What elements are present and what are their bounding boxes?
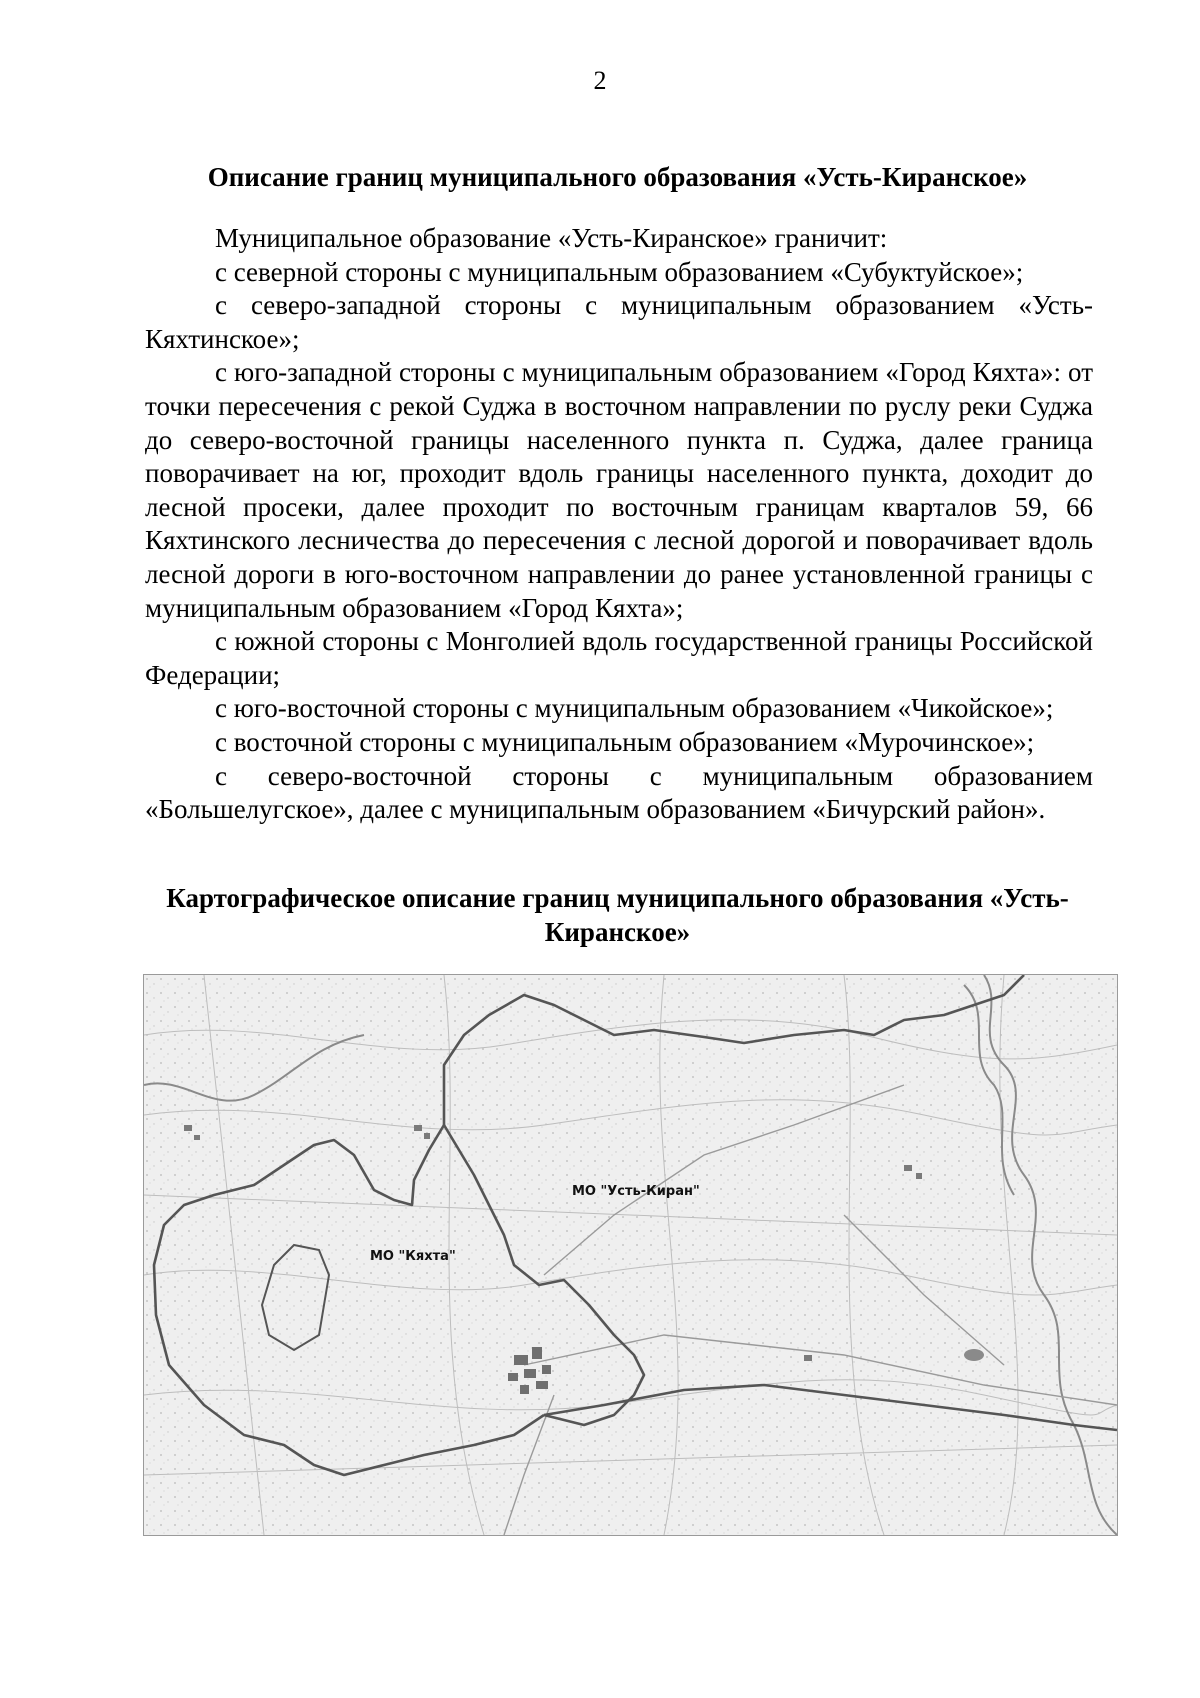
map-drawing: [144, 975, 1117, 1535]
boundary-description: [145, 222, 1093, 827]
paragraph-east: с восточной стороны с муниципальным образованием «Мурочинское»;: [215, 726, 1035, 757]
map-background: [144, 975, 1117, 1535]
paragraph-intro: Муниципальное образование «Усть-Киранское» граничит:: [215, 223, 888, 253]
page-number: 2: [593, 66, 607, 95]
paragraph-southwest: с юго-западной стороны с муниципальным образованием «Город Кяхта»: от точки пересечения с рекой Суджа в восточном направлении по руслу реки Суджа до северо-восточной границы населенного пункта п. Суджа, далее граница поворачивает на юг, проходит вдоль границы населенного пункта, доходит до лесной просеки, далее проходит по восточным границам кварталов 59, 66 Кяхтинского лесничества до пересечения с лесной дорогой и поворачивает вдоль лесной дороги в юго-восточном направлении до ранее установленной границы с муниципальным образованием «Город Кяхта»;: [145, 357, 1093, 623]
boundary-map: [143, 974, 1118, 1536]
label-ust-kiran: МО "Усть-Киран": [572, 1184, 700, 1199]
paragraph-northwest: с северо-западной стороны с муниципальным образованием «Усть-Кяхтинское»;: [145, 290, 1093, 354]
paragraph-north: с северной стороны с муниципальным образованием «Субуктуйское»;: [215, 256, 1024, 287]
document-title: Описание границ муниципального образования «Усть-Киранское»: [207, 162, 1028, 192]
paragraph-southeast: с юго-восточной стороны с муниципальным образованием «Чикойское»;: [215, 693, 1054, 724]
paragraph-south: с южной стороны с Монголией вдоль государственной границы Российской Федерации;: [145, 626, 1093, 690]
lake: [964, 1349, 984, 1361]
map-section-title: Картографическое описание границ муниципального образования «Усть-Киранское»: [166, 883, 1069, 947]
label-kyakhta: МО "Кяхта": [370, 1249, 456, 1264]
paragraph-northeast: с северо-восточной стороны с муниципальным образованием «Большелугское», далее с муниципальным образованием «Бичурский район».: [145, 760, 1093, 825]
